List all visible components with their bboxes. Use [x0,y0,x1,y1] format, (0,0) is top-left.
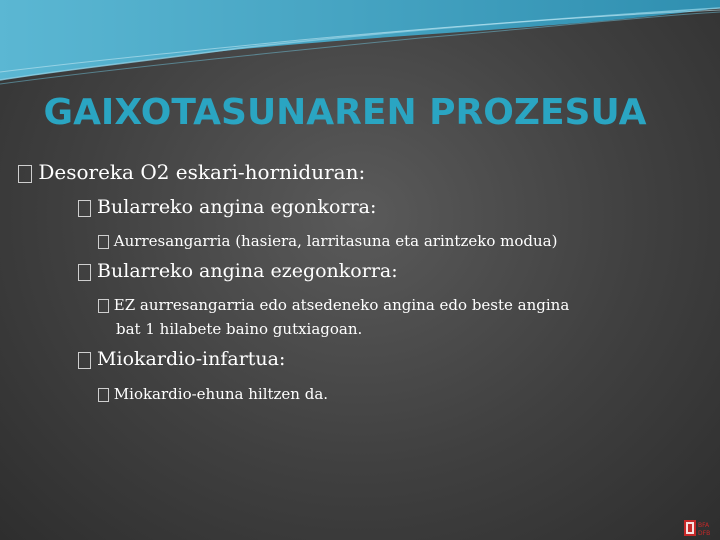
bullet-box-icon [98,235,109,249]
bullet-box-icon [18,165,32,183]
slide-title: GAIXOTASUNAREN PROZESUA [43,92,647,133]
bullet-text: Aurresangarria (hasiera, larritasuna eta arintzeko modua) [113,232,558,250]
bullet-box-icon [78,264,91,281]
bullet-text-line2: bat 1 hilabete baino gutxiagoan. [116,320,363,338]
bullet-level2-item [78,260,398,282]
bullet-box-icon [78,200,91,217]
bullet-box-icon [98,388,109,402]
bullet-text: Bularreko angina ezegonkorra: [97,260,398,282]
bullet-level1-item [18,160,365,184]
bullet-text: Desoreka O2 eskari-horniduran: [38,160,366,184]
bullet-text: Miokardio-ehuna hiltzen da. [113,385,329,403]
logo-icon [684,518,716,538]
bullet-level2-item [78,348,285,370]
bullet-level3-item [98,232,557,250]
svg-text:DFB: DFB [698,530,711,537]
bullet-text: Miokardio-infartua: [97,348,286,370]
svg-text:BFA: BFA [698,522,710,529]
bullet-level2-item [78,196,376,218]
bullet-level3-continuation [116,320,362,338]
bullet-box-icon [78,352,91,369]
bullet-box-icon [98,299,109,313]
bullet-text: Bularreko angina egonkorra: [97,196,377,218]
bullet-level3-item [98,296,569,314]
bullet-level3-item [98,385,328,403]
bullet-text-line1: EZ aurresangarria edo atsedeneko angina edo beste angina [113,296,570,314]
